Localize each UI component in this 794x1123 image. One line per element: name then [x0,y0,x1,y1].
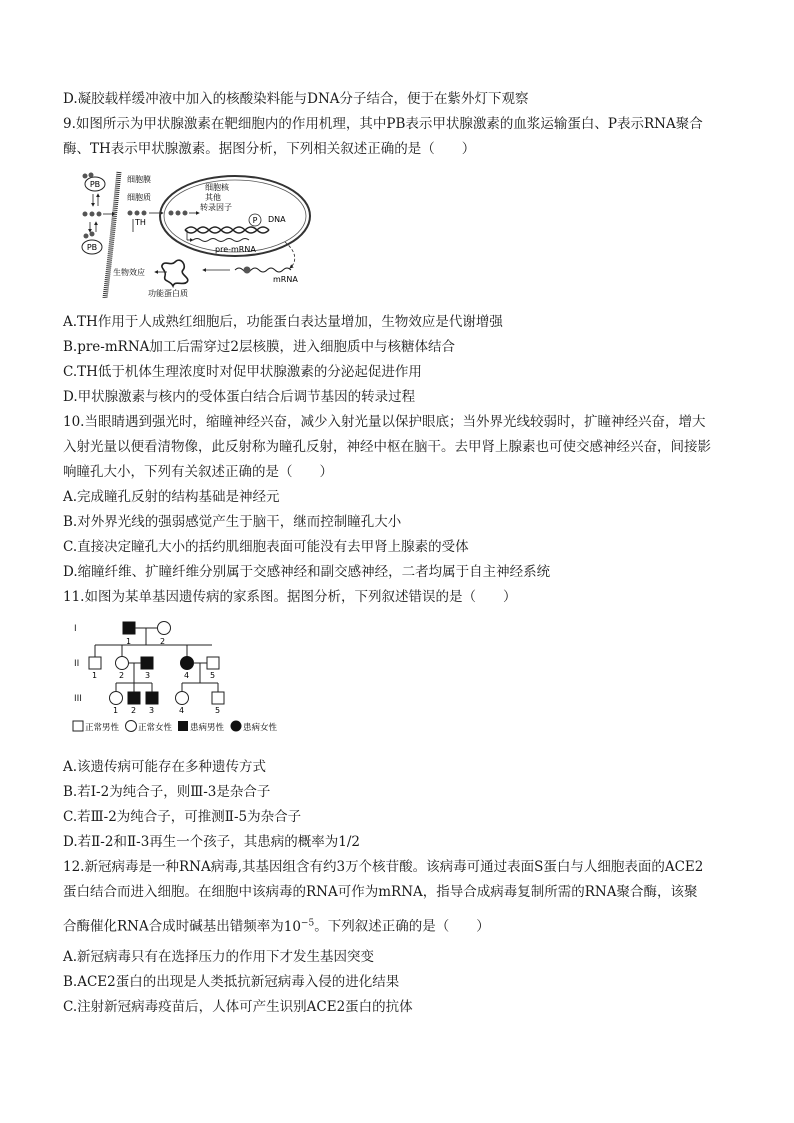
pb-top-complex [83,173,106,192]
svg-text:5: 5 [215,706,221,715]
svg-text:3: 3 [145,671,151,680]
svg-text:正常男性: 正常男性 [85,723,120,733]
gen-2-label: II [74,659,80,669]
q10-option-b: B.对外界光线的强弱感觉产生于脑干，继而控制瞳孔大小 [63,514,402,530]
svg-text:4: 4 [179,706,185,715]
q10-option-a: A.完成瞳孔反射的结构基础是神经元 [63,489,280,505]
gen2-3-affected-male [141,657,153,669]
svg-text:患病男性: 患病男性 [190,723,225,733]
gen-1-label: I [74,624,77,634]
functional-protein [162,260,188,286]
q11-stem: 11.如图为某单基因遗传病的家系图。据图分析，下列叙述错误的是（ ） [63,589,517,605]
th-label: TH [135,218,146,227]
nucleus [160,176,310,256]
svg-text:2: 2 [160,637,166,646]
svg-text:1: 1 [92,671,98,680]
q11-option-c: C.若Ⅲ-2为纯合子，可推测Ⅱ-5为杂合子 [63,809,302,825]
q11-option-d: D.若Ⅱ-2和Ⅱ-3再生一个孩子，其患病的概率为1/2 [63,834,361,850]
q9-option-a: A.TH作用于人成熟红细胞后，功能蛋白表达量增加，生物效应是代谢增强 [63,314,503,330]
mrna-label: mRNA [273,275,298,284]
pedigree-chart [70,615,295,735]
svg-text:PB: PB [86,243,98,252]
error-rate-value: $10^{-5}$ [283,918,315,935]
q12-option-c: C.注射新冠病毒疫苗后，人体可产生识别ACE2蛋白的抗体 [63,999,413,1015]
q12-option-b: B.ACE2蛋白的出现是人类抵抗新冠病毒入侵的进化结果 [63,974,400,990]
q12-stem-line1: 12.新冠病毒是一种RNA病毒,其基因组含有约3万个核苷酸。该病毒可通过表面S蛋白与人细胞表面的ACE2 [63,859,704,875]
gen3-5-normal-male [212,692,224,704]
cell-membrane [105,172,119,298]
q9-stem-line2: 酶、TH表示甲状腺激素。据图分析，下列相关叙述正确的是（ ） [63,141,476,157]
q11-option-b: B.若Ⅰ-2为纯合子，则Ⅲ-3是杂合子 [63,784,271,800]
svg-text:正常女性: 正常女性 [138,723,173,733]
gen2-4-affected-female [181,657,194,670]
pb-bottom-complex [82,232,102,255]
q11-option-a: A.该遗传病可能存在多种遗传方式 [63,759,267,775]
cytoplasm-label: 细胞质 [127,193,151,202]
other-tf-label-1: 其他 [205,193,221,202]
q12-stem-line2: 蛋白结合而进入细胞。在细胞中该病毒的RNA可作为mRNA，指导合成病毒复制所需的RNA聚合酶，该聚 [63,884,698,900]
cell-membrane-label: 细胞膜 [127,175,151,184]
other-tf-label-2: 转录因子 [200,203,232,212]
svg-text:2: 2 [131,706,137,715]
gen3-4-normal-female [176,692,189,705]
q10-option-d: D.缩瞳纤维、扩瞳纤维分别属于交感神经和副交感神经，二者均属于自主神经系统 [63,564,551,580]
gen2-2-normal-female [116,657,129,670]
thyroid-hormone-mechanism-diagram [75,170,320,298]
gen2-1-normal-male [89,657,101,669]
svg-text:2: 2 [119,671,125,680]
gen2-5-normal-male [207,657,219,669]
gen3-3-affected-male [146,692,158,704]
svg-text:5: 5 [210,671,216,680]
gen1-2-normal-female [158,622,171,635]
svg-text:3: 3 [149,706,155,715]
functional-protein-label: 功能蛋白质 [148,289,188,298]
svg-text:1: 1 [113,706,119,715]
pre-mrna-label: pre-mRNA [215,245,256,254]
q9-option-b: B.pre-mRNA加工后需穿过2层核膜，进入细胞质中与核糖体结合 [63,339,455,355]
q9-option-d: D.甲状腺激素与核内的受体蛋白结合后调节基因的转录过程 [63,389,416,405]
q8-option-d: D.凝胶载样缓冲液中加入的核酸染料能与DNA分子结合，便于在紫外灯下观察 [63,91,529,107]
svg-text:4: 4 [184,671,190,680]
q10-stem-line2: 入射光量以便看清物像，此反射称为瞳孔反射，神经中枢在脑干。去甲肾上腺素也可使交感神经兴奋，间接影 [63,439,711,455]
gen-3-label: III [74,694,82,704]
q9-stem-line1: 9.如图所示为甲状腺激素在靶细胞内的作用机理，其中PB表示甲状腺激素的血浆运输蛋白、P表示RNA聚合 [63,116,703,132]
q9-option-c: C.TH低于机体生理浓度时对促甲状腺激素的分泌起促进作用 [63,364,422,380]
q10-stem-line1: 10.当眼睛遇到强光时，缩瞳神经兴奋，减少入射光量以保护眼底；当外界光线较弱时，扩瞳神经兴奋，增大 [63,414,706,430]
nucleus-label: 细胞核 [205,183,229,192]
svg-text:1: 1 [126,637,132,646]
rna-polymerase-label: P [252,216,258,225]
biological-effect-label: 生物效应 [113,268,145,277]
pedigree-legend [73,721,278,734]
q10-option-c: C.直接决定瞳孔大小的括约肌细胞表面可能没有去甲肾上腺素的受体 [63,539,469,555]
gen3-2-affected-male [128,692,140,704]
svg-text:患病女性: 患病女性 [243,723,278,733]
q12-stem-line3: 合酶催化RNA合成时碱基出错频率为$10^{-5}$。下列叙述正确的是（ ） [63,918,490,935]
mrna-strand [235,268,291,272]
dna-label: DNA [268,215,286,224]
q10-stem-line3: 响瞳孔大小，下列有关叙述正确的是（ ） [63,464,333,480]
q12-option-a: A.新冠病毒只有在选择压力的作用下才发生基因突变 [63,949,375,965]
gen1-1-affected-male [123,622,135,634]
svg-text:PB: PB [89,180,101,189]
gen3-1-normal-female [110,692,123,705]
